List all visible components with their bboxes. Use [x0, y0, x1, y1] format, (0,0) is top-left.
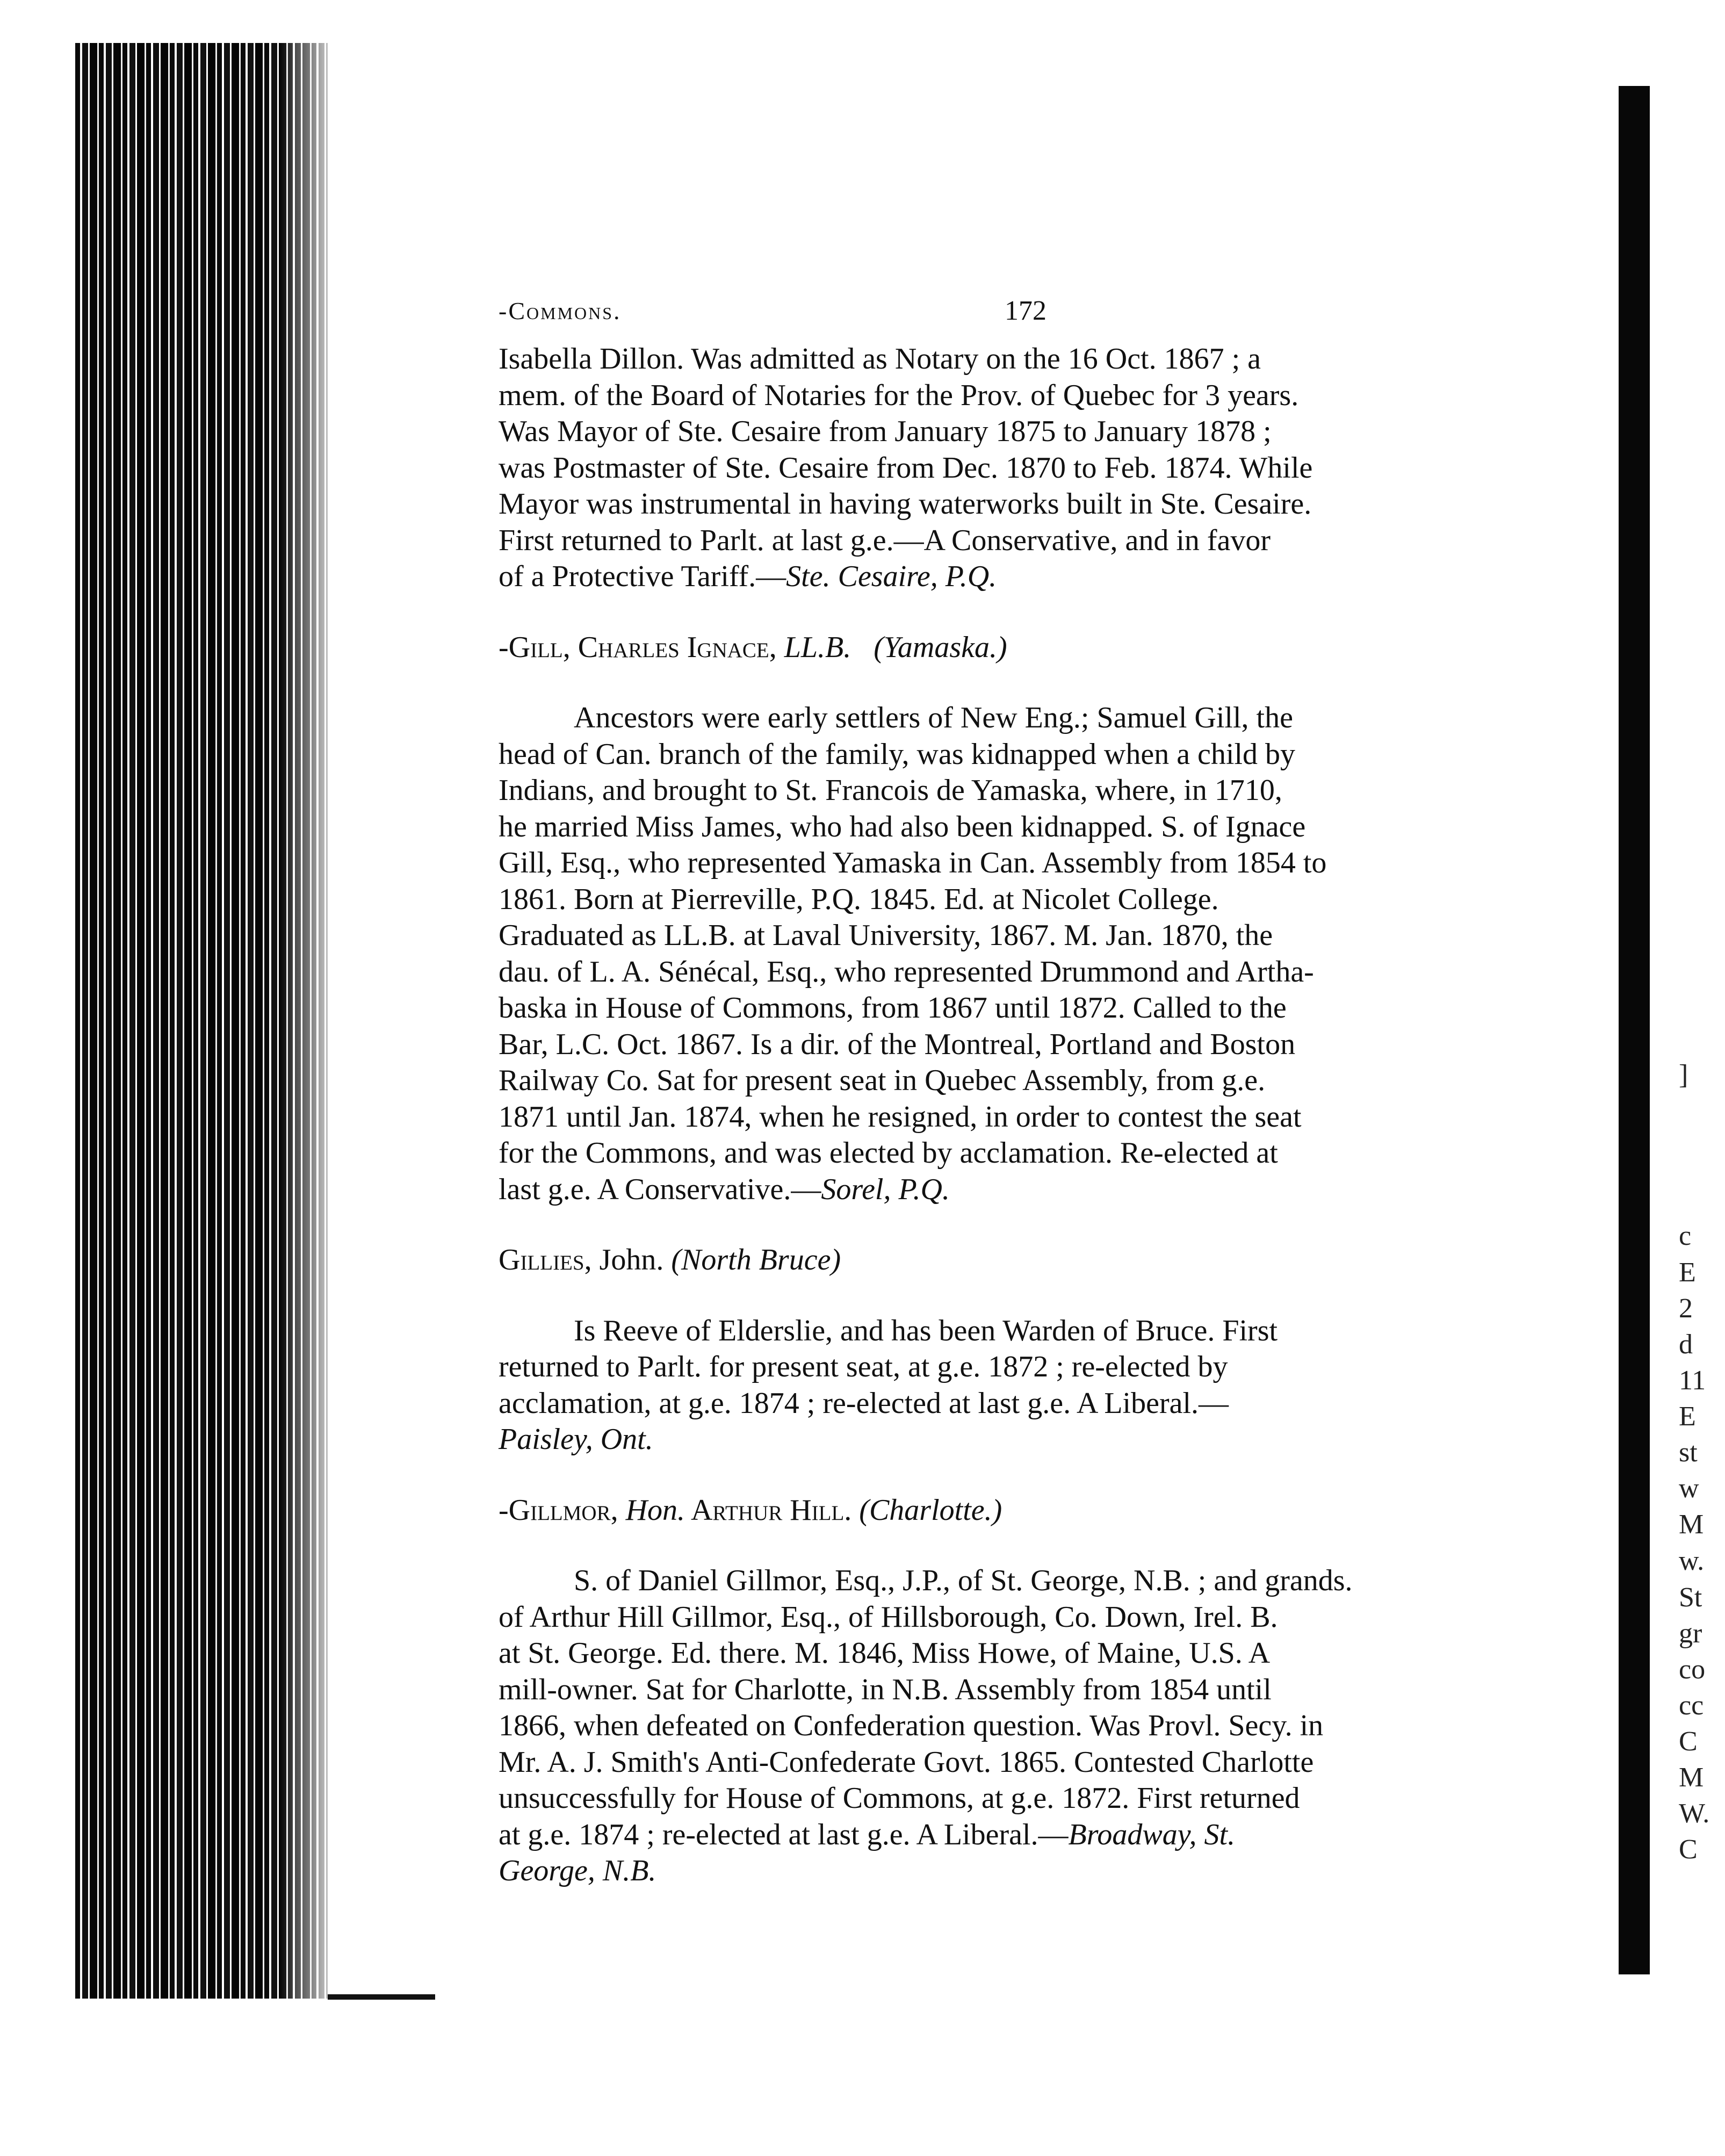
entry-body-gillmor [499, 1563, 1578, 1890]
address: Broadway, St. [1068, 1818, 1236, 1851]
text-line: Indians, and brought to St. Francois de Yamaska, where, in 1710, [499, 774, 1282, 807]
margin-fragment: W. [1679, 1798, 1710, 1829]
address: George, N.B. [499, 1854, 656, 1887]
text-line [499, 559, 1578, 595]
text-line: Mr. A. J. Smith's Anti-Confederate Govt. 1865. Contested Charlotte [499, 1745, 1314, 1779]
margin-fragment: cc [1679, 1690, 1704, 1721]
text-line: 1866, when defeated on Confederation question. Was Provl. Secy. in [499, 1709, 1324, 1742]
member-degree: LL.B. [784, 630, 851, 664]
member-surname: -Gillmor, [499, 1493, 618, 1527]
text-line: was Postmaster of Ste. Cesaire from Dec. 1870 to Feb. 1874. While [499, 451, 1313, 485]
page-edge-bar [1619, 86, 1650, 1974]
margin-fragment: 2 [1679, 1293, 1693, 1324]
text-line [499, 1817, 1578, 1854]
margin-fragment: st [1679, 1437, 1698, 1468]
margin-fragment: E [1679, 1401, 1696, 1432]
entry-body-gillies [499, 1313, 1578, 1458]
margin-fragment: C [1679, 1834, 1698, 1865]
entry-heading-gill [499, 630, 1578, 666]
margin-fragment: w. [1679, 1546, 1705, 1576]
text-line: Bar, L.C. Oct. 1867. Is a dir. of the Montreal, Portland and Boston [499, 1027, 1296, 1061]
entry-heading-gillmor [499, 1492, 1578, 1529]
margin-fragment: St [1679, 1582, 1702, 1613]
margin-fragment: d [1679, 1329, 1693, 1360]
text-block [499, 293, 1578, 1890]
text-line: Was Mayor of Ste. Cesaire from January 1875 to January 1878 ; [499, 415, 1272, 448]
margin-fragment: M [1679, 1509, 1704, 1540]
text-line: Isabella Dillon. Was admitted as Notary on the 16 Oct. 1867 ; a [499, 342, 1261, 376]
member-name: John. [591, 1243, 672, 1277]
margin-fragment: 11 [1679, 1365, 1706, 1396]
text-line: baska in House of Commons, from 1867 until 1872. Called to the [499, 991, 1287, 1025]
address: Ste. Cesaire, P.Q. [786, 560, 997, 593]
binding-fade [279, 43, 344, 1999]
member-surname: Gillies, [499, 1243, 592, 1277]
member-name: Arthur Hill. [685, 1493, 860, 1527]
text-line: 1871 until Jan. 1874, when he resigned, in order to contest the seat [499, 1100, 1302, 1134]
text-line: Ancestors were early settlers of New Eng.; Samuel Gill, the [574, 701, 1293, 734]
running-head [499, 293, 1578, 341]
line-text: of a Protective Tariff.— [499, 560, 786, 593]
address: Paisley, Ont. [499, 1423, 653, 1456]
section-title: -Commons. [499, 297, 622, 325]
text-line: Graduated as LL.B. at Laval University, 1867. M. Jan. 1870, the [499, 919, 1273, 952]
text-line: for the Commons, and was elected by acclamation. Re-elected at [499, 1136, 1278, 1170]
member-honorific: Hon. [618, 1493, 685, 1527]
text-line: returned to Parlt. for present seat, at g.e. 1872 ; re-elected by [499, 1350, 1228, 1383]
text-line: unsuccessfully for House of Commons, at g.e. 1872. First returned [499, 1782, 1300, 1815]
constituency: (North Bruce) [671, 1243, 841, 1277]
page-number: 172 [1005, 295, 1046, 326]
constituency: (Charlotte.) [859, 1493, 1002, 1527]
binding-foot-rule [328, 1994, 435, 2000]
margin-fragment: gr [1679, 1618, 1702, 1649]
text-line: S. of Daniel Gillmor, Esq., J.P., of St. George, N.B. ; and grands. [574, 1564, 1353, 1597]
member-surname: -Gill, [499, 630, 571, 664]
text-line: First returned to Parlt. at last g.e.—A Conservative, and in favor [499, 523, 1271, 557]
margin-fragment: E [1679, 1257, 1696, 1288]
text-line: 1861. Born at Pierreville, P.Q. 1845. Ed. at Nicolet College. [499, 882, 1219, 916]
text-line [499, 1172, 1578, 1208]
text-line: Gill, Esq., who represented Yamaska in Can. Assembly from 1854 to [499, 846, 1327, 879]
text-line: Railway Co. Sat for present seat in Quebec Assembly, from g.e. [499, 1064, 1266, 1097]
constituency: (Yamaska.) [874, 630, 1007, 664]
line-text: last g.e. A Conservative.— [499, 1172, 821, 1206]
margin-fragment: c [1679, 1221, 1692, 1251]
text-line: acclamation, at g.e. 1874 ; re-elected at last g.e. A Liberal.— [499, 1386, 1229, 1420]
entry-body-gill [499, 700, 1578, 1208]
margin-fragment: ] [1679, 1059, 1688, 1090]
margin-fragment: M [1679, 1762, 1704, 1793]
text-line: at St. George. Ed. there. M. 1846, Miss Howe, of Maine, U.S. A [499, 1636, 1271, 1670]
text-line: mem. of the Board of Notaries for the Prov. of Quebec for 3 years. [499, 378, 1299, 412]
text-line: Mayor was instrumental in having waterworks built in Ste. Cesaire. [499, 487, 1312, 521]
text-line: head of Can. branch of the family, was kidnapped when a child by [499, 737, 1296, 771]
text-line: of Arthur Hill Gillmor, Esq., of Hillsborough, Co. Down, Irel. B. [499, 1600, 1278, 1634]
text-line: he married Miss James, who had also been kidnapped. S. of Ignace [499, 810, 1306, 843]
margin-fragment: w [1679, 1473, 1699, 1504]
text-line: Is Reeve of Elderslie, and has been Warden of Bruce. First [574, 1314, 1278, 1347]
margin-fragment: co [1679, 1654, 1706, 1685]
margin-fragment: C [1679, 1726, 1698, 1757]
address: Sorel, P.Q. [821, 1172, 950, 1206]
entry-heading-gillies [499, 1242, 1578, 1279]
member-name: Charles Ignace, [570, 630, 784, 664]
text-line: dau. of L. A. Sénécal, Esq., who represented Drummond and Artha- [499, 955, 1314, 989]
line-text: at g.e. 1874 ; re-elected at last g.e. A Liberal.— [499, 1818, 1069, 1851]
entry-continued [499, 341, 1578, 595]
text-line: mill-owner. Sat for Charlotte, in N.B. Assembly from 1854 until [499, 1672, 1272, 1706]
